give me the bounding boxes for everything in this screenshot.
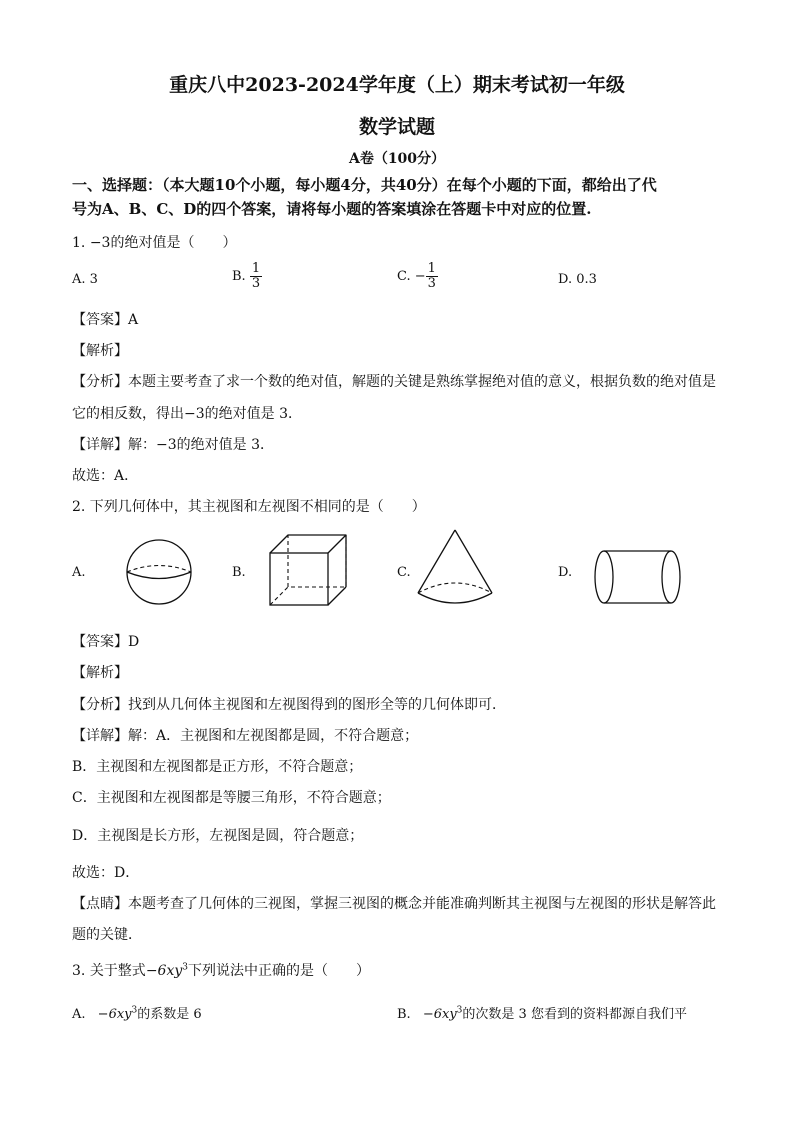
q3-option-b (397, 1003, 687, 1022)
q2-detail-d: D．主视图是长方形，左视图是圆，符合题意； (72, 828, 364, 844)
question-number: 3. (72, 963, 86, 979)
question-number: 1. (72, 235, 86, 251)
q3-option-b-label: B. (397, 1007, 411, 1022)
q1-option-c-label: C. (397, 269, 411, 284)
q1-option-b-fraction (250, 262, 262, 291)
q1-option-b (232, 262, 262, 291)
q2-option-b-label: B. (232, 565, 246, 580)
q2-analysis-heading: 【解析】 (72, 665, 128, 681)
q2-option-a-label: A. (72, 565, 86, 580)
q2-answer: 【答案】D (72, 634, 140, 650)
q2-comment-line2: 题的关键． (72, 927, 142, 943)
q3-option-a-expr: −6xy (97, 1007, 132, 1022)
section-heading-line1: 一、选择题：（本大题10个小题，每小题4分，共40分）在每个小题的下面，都给出了代 (72, 176, 657, 194)
question-3-stem (72, 960, 370, 980)
fraction-numerator: 1 (427, 261, 436, 276)
question-2-stem: 2. 下列几何体中，其主视图和左视图不相同的是（ ） (72, 499, 426, 515)
section-heading-line2: 号为A、B、C、D的四个答案，请将每小题的答案填涂在答题卡中对应的位置. (72, 200, 592, 218)
question-1-text: 的绝对值是（ ） (110, 235, 237, 251)
q2-option-c-label: C. (397, 565, 411, 580)
question-1-stem (72, 232, 236, 252)
question-3-prefix: 关于整式 (89, 963, 146, 979)
question-3-exponent: 3 (182, 962, 188, 973)
q2-detail: 【详解】解：A．主视图和左视图都是圆，不符合题意； (72, 728, 419, 744)
fraction-numerator: 1 (251, 261, 261, 276)
q1-analysis-line2: 它的相反数，得出−3的绝对值是 3． (72, 406, 302, 422)
paper-label: A卷（100分） (348, 151, 446, 167)
q3-option-a (72, 1003, 202, 1022)
q1-answer: 【答案】A (72, 312, 139, 328)
q1-choice: 故选：A． (72, 468, 139, 484)
q2-choice: 故选：D． (72, 865, 140, 881)
q3-option-a-label: A. (72, 1007, 86, 1022)
exam-title: 重庆八中2023-2024学年度（上）期末考试初一年级 (169, 74, 625, 96)
sphere-figure (122, 537, 196, 607)
q3-option-b-text: 的次数是 3 您看到的资料都源自我们平 (462, 1007, 687, 1022)
q2-comment-line1: 【点睛】本题考查了几何体的三视图，掌握三视图的概念并能准确判断其主视图与左视图的形状是解答此 (72, 896, 716, 912)
q1-detail: 【详解】解：−3的绝对值是 3． (72, 437, 274, 453)
q3-option-b-exponent: 3 (456, 1005, 463, 1016)
q3-option-a-text: 的系数是 6 (137, 1007, 202, 1022)
q1-option-c-fraction (426, 262, 438, 291)
fraction-denominator: 3 (427, 276, 436, 291)
cone-figure (414, 527, 496, 609)
question-3-text: 下列说法中正确的是（ ） (188, 963, 370, 979)
q3-option-b-expr: −6xy (422, 1007, 457, 1022)
exam-subtitle: 数学试题 (358, 116, 435, 138)
q1-option-b-label: B. (232, 269, 246, 284)
question-1-expr: −3 (89, 235, 111, 251)
q1-analysis-line1: 【分析】本题主要考查了求一个数的绝对值，解题的关键是熟练掌握绝对值的意义，根据负数的绝对值是 (72, 374, 716, 390)
q1-option-c-sign: − (414, 269, 426, 284)
q1-option-c (397, 262, 438, 291)
q1-analysis-heading: 【解析】 (72, 343, 128, 359)
cylinder-figure (590, 546, 686, 608)
q2-detail-c: C．主视图和左视图都是等腰三角形，不符合题意； (72, 790, 391, 806)
q2-analysis: 【分析】找到从几何体主视图和左视图得到的图形全等的几何体即可． (72, 697, 506, 713)
q3-option-a-exponent: 3 (131, 1005, 138, 1016)
q1-option-a: A. 3 (72, 272, 98, 287)
q1-option-d: D. 0.3 (558, 272, 597, 287)
q2-detail-b: B．主视图和左视图都是正方形，不符合题意； (72, 759, 363, 775)
question-3-expr: −6xy (145, 963, 183, 979)
cube-figure (266, 531, 350, 609)
fraction-denominator: 3 (251, 276, 261, 291)
q2-option-d-label: D. (558, 565, 573, 580)
